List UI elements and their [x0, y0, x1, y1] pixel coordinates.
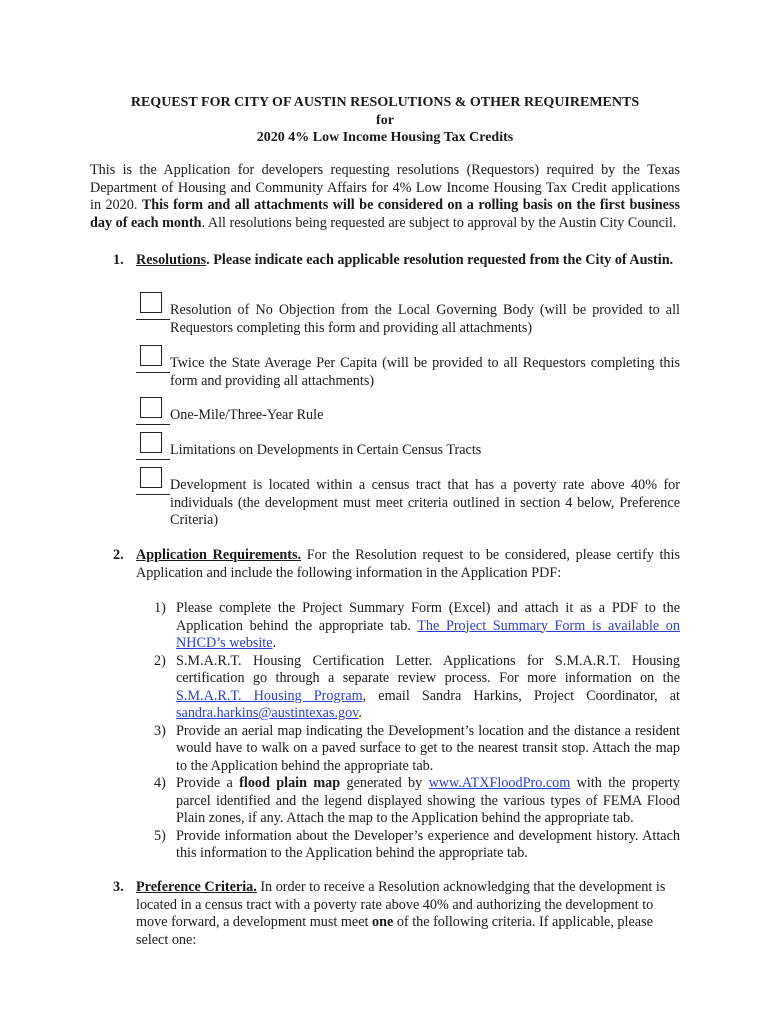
section-1-heading-label: Resolutions [136, 252, 207, 268]
list-item-number: 1) [154, 600, 166, 616]
section-2-text: For the Resolution request to be considered, please certify this Application and include the following information in the Application PDF: [136, 547, 680, 581]
title-line-1: REQUEST FOR CITY OF AUSTIN RESOLUTIONS & OTHER REQUIREMENTS [130, 95, 640, 110]
section-2-body [136, 547, 680, 582]
checkbox-one-mile-rule[interactable] [140, 397, 162, 418]
section-1-heading [136, 252, 680, 270]
list-item-text: Provide a [176, 775, 240, 791]
checkbox-label-census-limitations: Limitations on Developments in Certain Census Tracts [170, 442, 482, 458]
email-link[interactable]: sandra.harkins@austintexas.gov [176, 705, 359, 721]
checkbox-label-one-mile-rule: One-Mile/Three-Year Rule [170, 407, 324, 423]
atx-flood-pro-link[interactable]: www.ATXFloodPro.com [428, 775, 571, 791]
list-item-text: Please complete the Project Summary Form (Excel) and attach it as a PDF to the Application behind the appropriate tab. [176, 600, 680, 634]
title-line-2: for [376, 112, 394, 128]
section-3-bold-one: one [372, 914, 394, 930]
section-resolutions [113, 252, 680, 270]
resolution-option-twice-state-average [136, 355, 680, 390]
list-item-text: S.M.A.R.T. Housing Certification Letter. Applications for S.M.A.R.T. Housing certification go through a separate review process. For more information on the [176, 652, 680, 686]
section-3-body [136, 879, 680, 949]
section-3-text-2: of the following criteria. If applicable, please select one: [136, 914, 653, 948]
checkbox-underline [136, 424, 170, 425]
flood-plain-map-bold: flood plain map [239, 775, 341, 791]
checkbox-poverty-rate[interactable] [140, 467, 162, 488]
list-item-text: Provide information about the Developer’s experience and development history. Attach this information to the Application behind the appropriate tab. [176, 827, 680, 861]
list-item-text-end: . [358, 705, 362, 721]
section-application-requirements [113, 547, 680, 582]
requirements-list [148, 600, 680, 863]
section-1-heading-text: . Please indicate each applicable resolution requested from the City of Austin. [206, 252, 674, 268]
section-2-number: 2. [113, 547, 124, 563]
list-item-text-mid: , email Sandra Harkins, Project Coordinator, at [362, 687, 680, 704]
list-item-text-end: . [272, 635, 277, 651]
checkbox-label-poverty-rate: Development is located within a census tract that has a poverty rate above 40% for individuals (the development must meet criteria outlined in section 4 below, Preference Criteria) [170, 477, 680, 528]
list-item-number: 4) [154, 775, 166, 791]
list-item-number: 2) [154, 652, 166, 669]
list-item [148, 775, 680, 828]
document-title [90, 94, 680, 147]
checkbox-twice-state-average[interactable] [140, 345, 162, 366]
smart-housing-program-link[interactable]: S.M.A.R.T. Housing Program [176, 687, 363, 704]
checkbox-census-limitations[interactable] [140, 432, 162, 453]
list-item [148, 600, 680, 653]
list-item-text: Provide an aerial map indicating the Development’s location and the distance a resident would have to walk on a paved surface to get to the nearest transit stop. Attach the map to the Application behind the appropriate tab. [176, 722, 680, 774]
checkbox-label-twice-state-average: Twice the State Average Per Capita (will be provided to all Requestors completing this form and providing all attachments) [170, 355, 680, 389]
list-item-text-mid: generated by [340, 775, 429, 791]
list-item [148, 828, 680, 863]
checkbox-underline [136, 459, 170, 460]
intro-paragraph [90, 162, 680, 232]
checkbox-underline [136, 319, 170, 320]
checkbox-no-objection[interactable] [140, 292, 162, 313]
list-item-text-end: with the property parcel identified and the legend displayed showing the various types of FEMA Flood Plain zones, if any. Attach the map to the Application behind the appropriate tab. [176, 775, 680, 826]
intro-bold-text: This form and all attachments will be considered on a rolling basis on the first business day of each month [90, 197, 680, 231]
section-1-number: 1. [113, 252, 124, 268]
checkbox-label-no-objection: Resolution of No Objection from the Local Governing Body (will be provided to all Requestors completing this form and providing all attachments) [170, 302, 680, 336]
list-item-number: 3) [154, 722, 166, 739]
project-summary-form-link[interactable]: The Project Summary Form is available on NHCD’s website [176, 617, 680, 651]
checkbox-underline [136, 494, 170, 495]
section-3-text-1: In order to receive a Resolution acknowledging that the development is located in a census tract with a poverty rate above 40% and authorizing the development to move forward, a development must meet [136, 879, 666, 930]
section-preference-criteria [113, 879, 680, 949]
checkbox-underline [136, 372, 170, 373]
section-3-heading: Preference Criteria. [136, 879, 257, 895]
intro-text-1: This is the Application for developers requesting resolutions (Requestors) required by the Texas Department of Housing and Community Affairs for 4% Low Income Housing Tax Credit applications in 2020. [90, 162, 680, 213]
resolution-option-one-mile-rule [136, 407, 680, 425]
section-3-number: 3. [113, 879, 124, 895]
resolution-option-poverty-rate [136, 477, 680, 530]
title-line-3: 2020 4% Low Income Housing Tax Credits [256, 130, 514, 145]
resolution-option-census-limitations [136, 442, 680, 460]
list-item-number: 5) [154, 827, 166, 844]
list-item [148, 723, 680, 776]
list-item [148, 653, 680, 723]
section-2-heading: Application Requirements. [136, 547, 302, 563]
resolution-option-no-objection [136, 302, 680, 337]
intro-text-2: . All resolutions being requested are subject to approval by the Austin City Council. [201, 214, 677, 231]
